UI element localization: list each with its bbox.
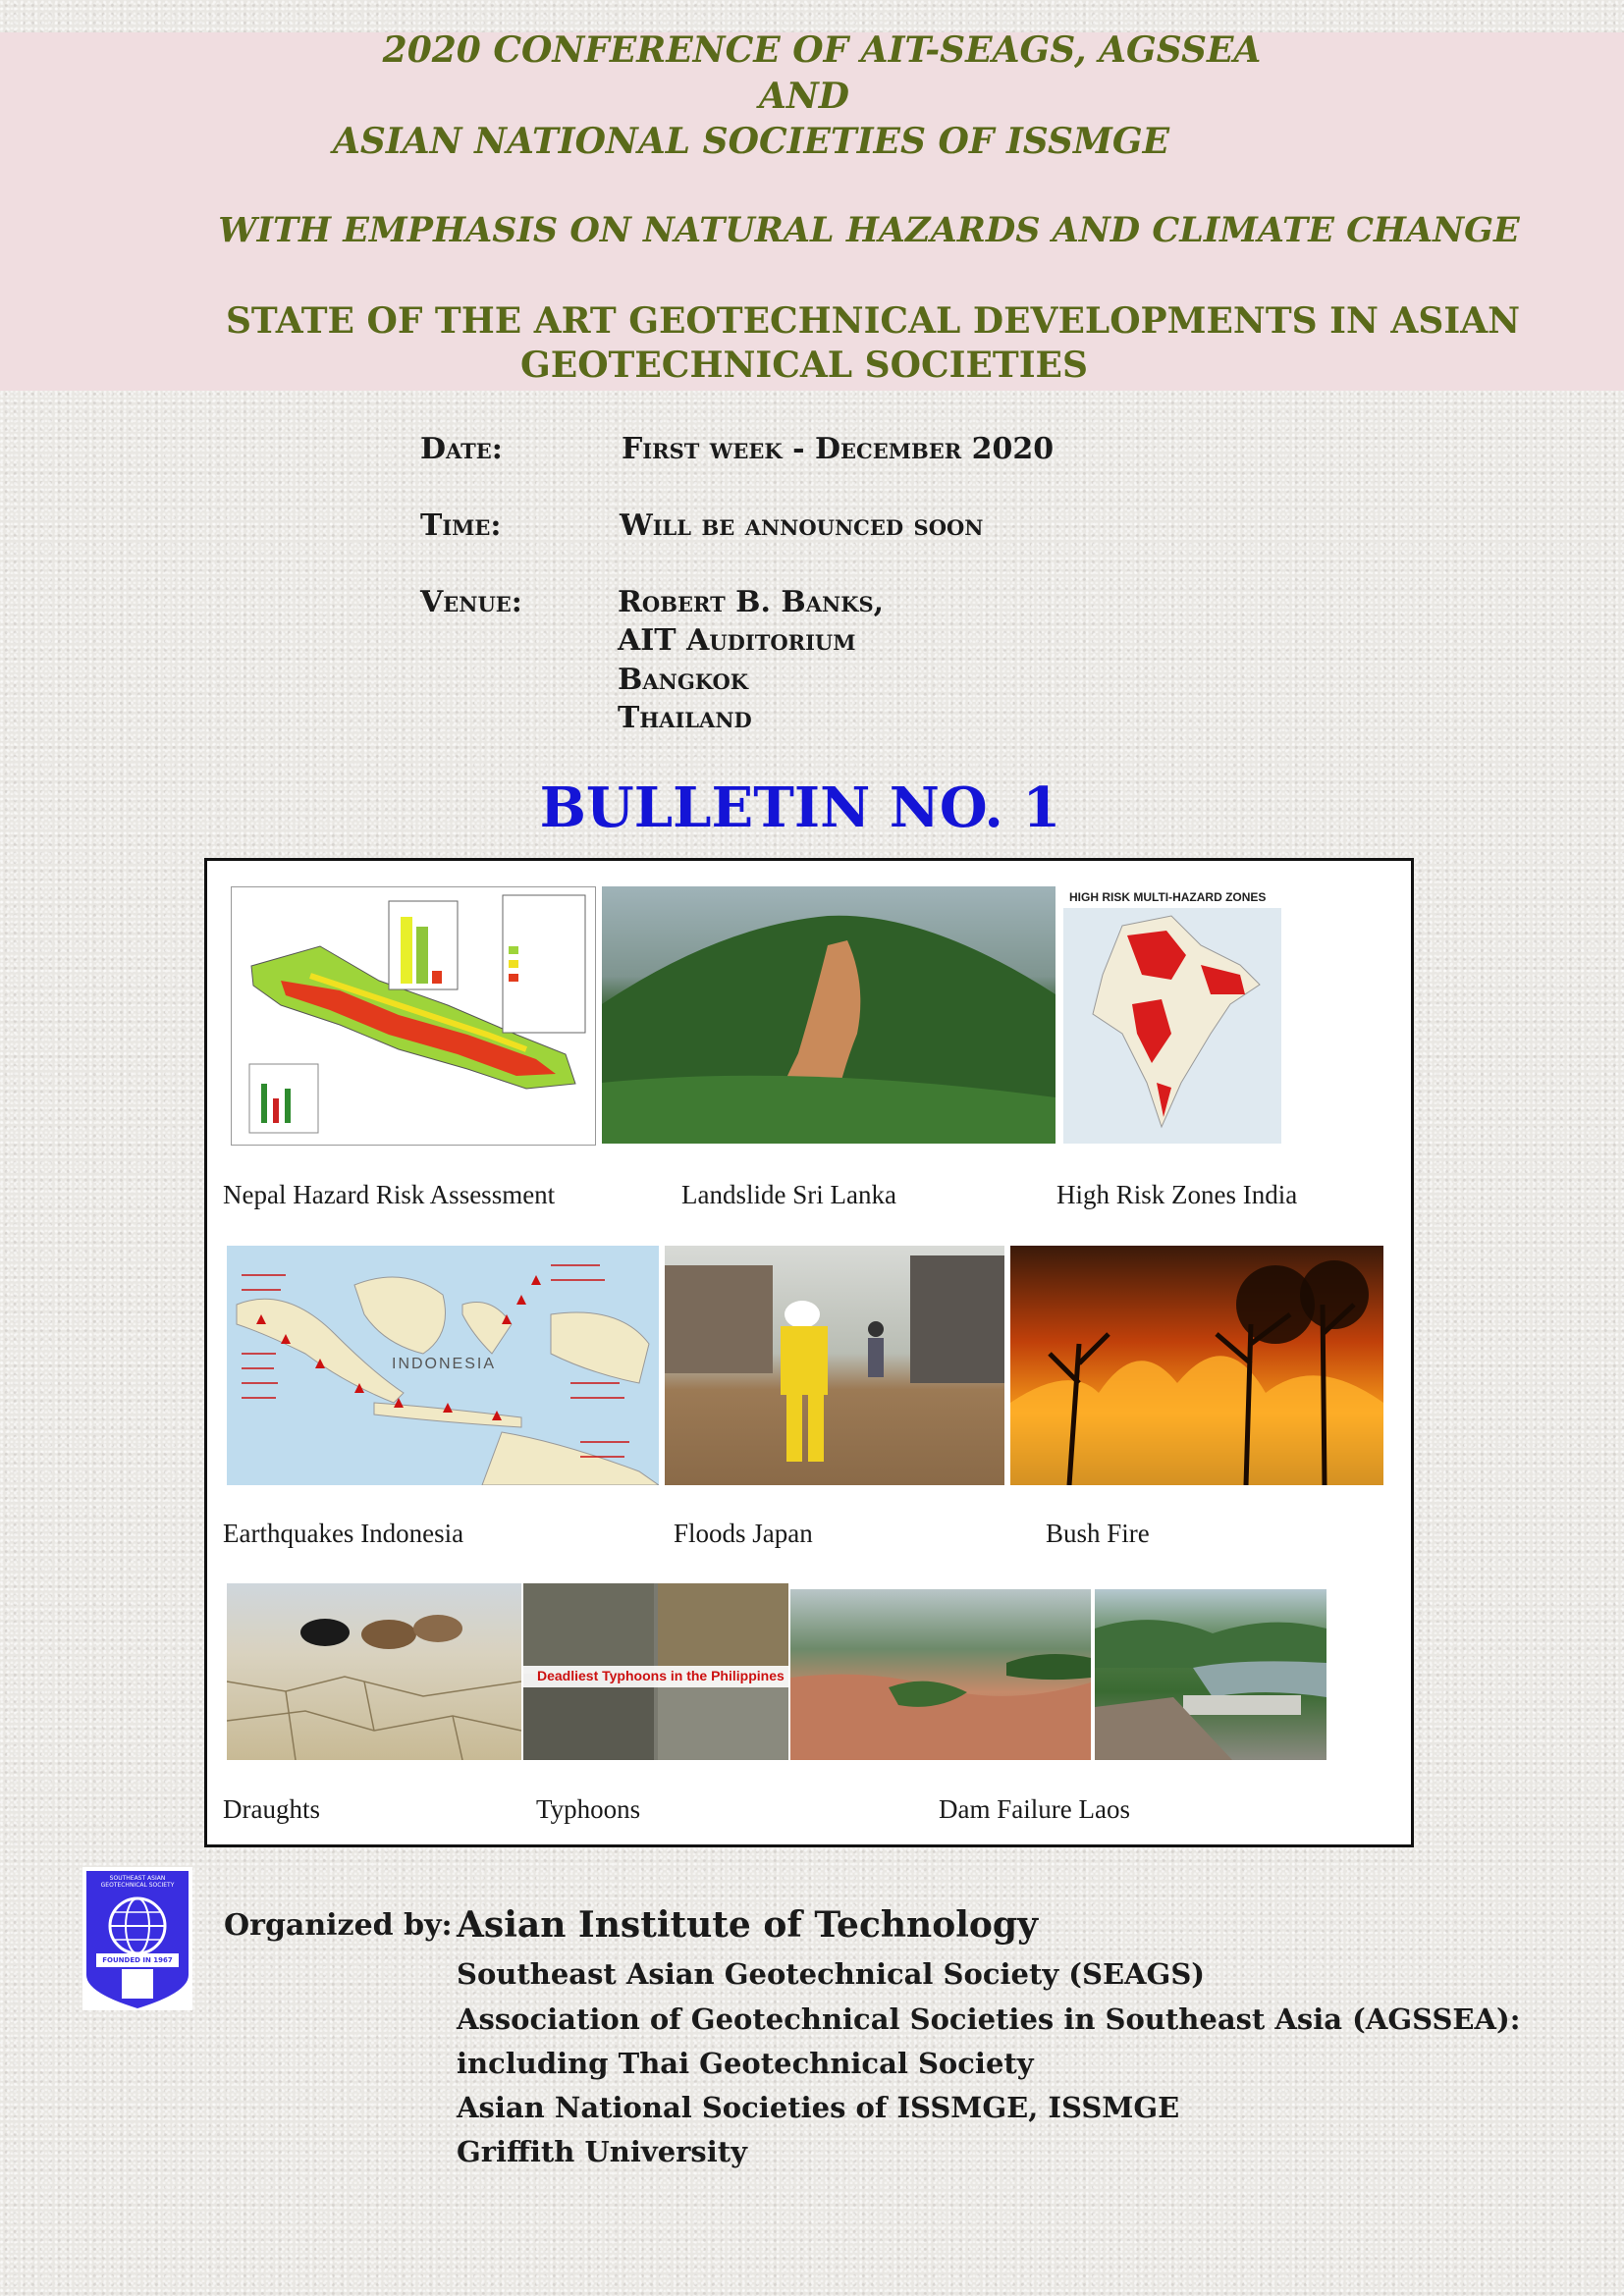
organized-by-label: Organized by:	[224, 1908, 453, 1943]
organizer-item: including Thai Geotechnical Society	[457, 2047, 1034, 2080]
logo-top-text: SOUTHEAST ASIAN GEOTECHNICAL SOCIETY	[100, 1875, 175, 1889]
organizer-item: Southeast Asian Geotechnical Society (SEAGS)	[457, 1957, 1205, 1991]
organizer-main: Asian Institute of Technology	[457, 1904, 1039, 1946]
typhoons-image	[523, 1583, 788, 1760]
date-label: Date:	[420, 432, 503, 466]
theme-title-line1: STATE OF THE ART GEOTECHNICAL DEVELOPMENTS IN ASIAN	[225, 300, 1521, 342]
bulletin-title: BULLETIN NO. 1	[539, 775, 1061, 840]
theme-title-line2: GEOTECHNICAL SOCIETIES	[520, 345, 1088, 386]
hazard-gallery	[204, 858, 1414, 1847]
venue-line: Robert B. Banks,	[618, 585, 885, 619]
indonesia-map-label: INDONESIA	[392, 1356, 497, 1372]
time-label: Time:	[420, 508, 502, 543]
caption-nepal: Nepal Hazard Risk Assessment	[223, 1180, 556, 1209]
emphasis-title: WITH EMPHASIS ON NATURAL HAZARDS AND CLIMATE CHANGE	[218, 210, 1520, 250]
venue-line: Thailand	[618, 701, 752, 735]
typhoon-banner: Deadliest Typhoons in the Philippines	[537, 1668, 785, 1683]
india-map-title: HIGH RISK MULTI-HAZARD ZONES	[1069, 890, 1267, 904]
indonesia-map-image	[227, 1246, 659, 1485]
conference-title-line3: ASIAN NATIONAL SOCIETIES OF ISSMGE	[332, 121, 1170, 162]
landslide-image	[602, 886, 1056, 1144]
caption-india: High Risk Zones India	[1056, 1180, 1298, 1209]
organizer-item: Asian National Societies of ISSMGE, ISSMGE	[457, 2091, 1180, 2124]
caption-draughts: Draughts	[223, 1794, 320, 1824]
conference-title-line1: 2020 CONFERENCE OF AIT-SEAGS, AGSSEA	[382, 29, 1262, 71]
caption-earthquakes: Earthquakes Indonesia	[223, 1519, 464, 1548]
flood-river-image	[790, 1589, 1091, 1760]
logo-bottom-text: FOUNDED IN 1967	[102, 1956, 173, 1964]
caption-dam: Dam Failure Laos	[939, 1794, 1130, 1824]
venue-line: Bangkok	[618, 663, 749, 697]
caption-bushfire: Bush Fire	[1046, 1519, 1150, 1548]
seags-logo	[82, 1867, 192, 2010]
time-value: Will be announced soon	[620, 508, 984, 543]
nepal-map-image	[231, 886, 596, 1146]
caption-typhoons: Typhoons	[536, 1794, 641, 1824]
venue-line: AIT Auditorium	[618, 623, 856, 658]
organizer-item: Griffith University	[457, 2135, 748, 2168]
floods-image	[665, 1246, 1004, 1485]
india-map-image	[1063, 886, 1281, 1144]
caption-landslide: Landslide Sri Lanka	[681, 1180, 896, 1209]
venue-label: Venue:	[420, 585, 522, 619]
date-value: First week - December 2020	[622, 432, 1055, 466]
draughts-image	[227, 1583, 521, 1760]
caption-floods: Floods Japan	[674, 1519, 813, 1548]
dam-image	[1095, 1589, 1326, 1760]
conference-title-line2: AND	[758, 76, 850, 117]
bushfire-image	[1010, 1246, 1383, 1485]
organizer-item: Association of Geotechnical Societies in Southeast Asia (AGSSEA):	[457, 2002, 1521, 2036]
